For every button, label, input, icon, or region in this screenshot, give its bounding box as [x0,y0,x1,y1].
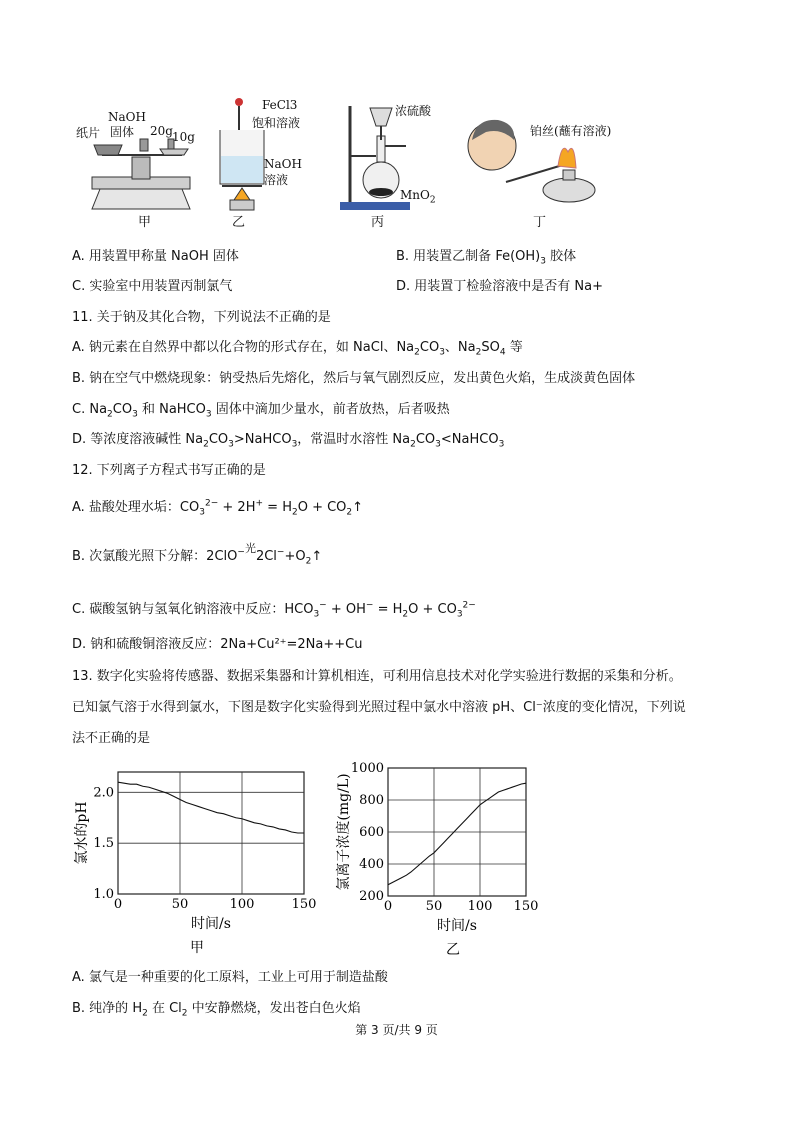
y-tick-label: 400 [359,857,384,872]
yi-label-fecl3: FeCl3 [262,98,298,112]
x-tick-label: 0 [383,899,393,914]
q13-stem-line-1: 13. 数字化实验将传感器、数据采集器和计算机相连，可利用信息技术对化学实验进行数据的采集和分析。 [72,669,682,684]
q12-stem: 12. 下列离子方程式书写正确的是 [72,463,266,478]
bing-label-mno2: MnO$_2$ [400,188,436,206]
q11-option-a: A. 钠元素在自然界中都以化合物的形式存在，如 NaCl、$Na_2CO_3$、$Na_2SO_4$ 等 [72,340,523,358]
bing-label-acid: 浓硫酸 [395,104,432,118]
q12-option-c: C. 碳酸氢钠与氢氧化钠溶液中反应：$HCO_3^- + OH^- = H_2O + CO_3^{2-}$ [72,600,476,620]
yi-label-naoh: NaOH [264,157,302,171]
chart-caption: 甲 [190,940,204,956]
bing-caption: 丙 [371,215,385,230]
q10-option-c: C. 实验室中用装置丙制氯气 [72,279,233,294]
y-tick-label: 800 [359,793,384,808]
series-line [118,782,304,833]
x-tick-label: 150 [513,899,539,914]
q12-option-b: B. 次氯酸光照下分解：2ClO−光$2Cl^-+O_2↑$ [72,542,323,567]
jia-caption: 甲 [138,215,152,230]
x-tick-label: 50 [425,899,443,914]
y-tick-label: 1000 [350,761,384,776]
x-tick-label: 0 [113,897,123,912]
q12-option-a: A. 盐酸处理水垢：$CO_3^{2-} + 2H^+ = H_2O$ + $CO_2↑$ [72,498,364,518]
y-tick-label: 2.0 [93,785,114,801]
x-tick-label: 50 [171,897,189,912]
y-tick-label: 1.5 [93,836,114,852]
q13-stem-line-2: 已知氯气溶于水得到氯水，下图是数字化实验得到光照过程中氯水中溶液 pH、Cl⁻浓度的变化情况，下列说 [72,700,686,715]
q13-stem-line-3: 法不正确的是 [72,731,151,746]
series-line [388,783,526,885]
yi-caption: 乙 [232,215,246,230]
q11-option-d: D. 等浓度溶液碱性 $Na_2CO_3>NaHCO_3$，常温时水溶性 $Na_2CO_3<NaHCO_3$ [72,432,505,450]
y-tick-label: 200 [359,889,384,904]
q10-option-a: A. 用装置甲称量 NaOH 固体 [72,249,239,264]
q10-option-d: D. 用装置丁检验溶液中是否有 Na+ [396,279,603,294]
y-tick-label: 1.0 [93,887,114,902]
ding-caption: 丁 [533,215,547,230]
jia-label-20g: 20g [150,124,173,138]
jia-label-paper: 纸片 [76,126,101,140]
x-axis-label: 时间/s [437,918,477,934]
jia-label-10g: 10g [172,130,195,144]
y-axis-label: 氯水的pH [74,801,90,865]
q11-stem: 11. 关于钠及其化合物，下列说法不正确的是 [72,310,331,325]
jia-label-solid: 固体 [110,125,135,139]
y-axis-label: 氯离子浓度(mg/L) [336,773,352,891]
q13-option-b: B. 纯净的 $H_2$ 在 $Cl_2$ 中安静燃烧，发出苍白色火焰 [72,1001,361,1019]
plot-frame [118,772,304,894]
jia-label-naoh: NaOH [108,110,146,124]
x-tick-label: 100 [467,899,493,914]
page-footer: 第 3 页/共 9 页 [355,1023,438,1037]
q12-option-d: D. 钠和硫酸铜溶液反应：2Na+Cu²⁺=2Na++Cu [72,637,363,652]
q11-option-c: C. $Na_2CO_3$ 和 NaHCO$_3$ 固体中滴加少量水，前者放热，后者吸热 [72,402,450,420]
q11-option-b: B. 钠在空气中燃烧现象：钠受热后先熔化，然后与氧气剧烈反应，发出黄色火焰，生成淡黄色固体 [72,371,636,386]
chart-jia-ph [72,760,322,960]
ding-label-wire: 铂丝(蘸有溶液) [530,124,612,138]
y-tick-label: 600 [359,825,384,840]
yi-label-solution: 溶液 [264,173,289,187]
q10-option-b: B. 用装置乙制备 $Fe(OH)_3$ 胶体 [396,249,577,267]
x-tick-label: 150 [291,897,317,912]
chart-caption: 乙 [446,942,460,958]
chart-yi-chloride [334,760,544,960]
yi-label-saturated: 饱和溶液 [252,116,301,130]
q13-option-a: A. 氯气是一种重要的化工原料，工业上可用于制造盐酸 [72,970,388,985]
x-tick-label: 100 [229,897,255,912]
x-axis-label: 时间/s [191,916,231,932]
